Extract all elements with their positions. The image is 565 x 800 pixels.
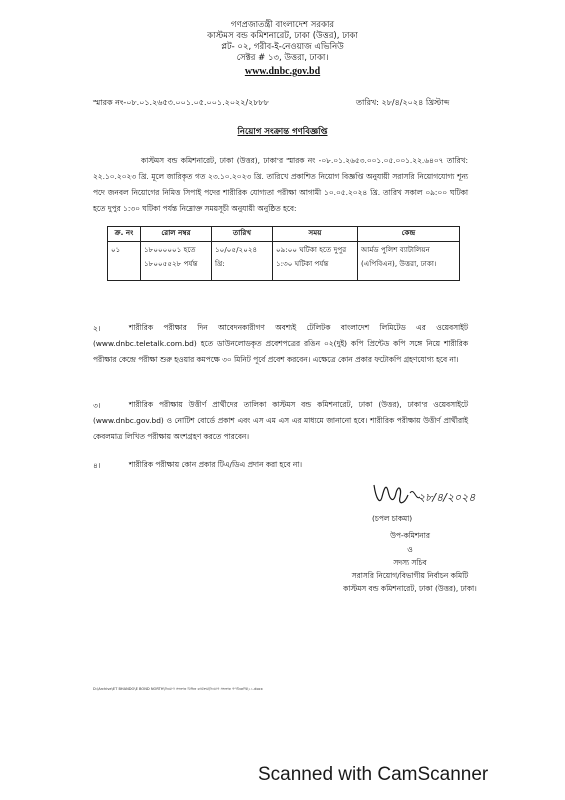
committee-name: সরাসরি নিয়োগ/বিভাগীয় নির্বাচন কমিটি	[351, 571, 469, 580]
table-header-row	[108, 227, 460, 242]
col-roll-header: রোল নম্বর	[141, 227, 212, 242]
item-number: ৪।	[93, 461, 101, 470]
table-row	[108, 242, 460, 281]
cell-date: ১০/০৫/২০২৪ খ্রি:	[212, 242, 273, 281]
office-name: কাস্টমস বন্ড কমিশনারেট, ঢাকা (উত্তর), ঢাকা	[207, 31, 358, 41]
schedule-table	[107, 226, 460, 281]
website-link[interactable]: www.dnbc.gov.bd	[244, 66, 321, 77]
notice-subject: নিয়োগ সংক্রান্ত গণবিজ্ঞপ্তি	[237, 127, 328, 137]
cell-center: আর্মড পুলিশ ব্যাটালিয়ন (এপিবিএন), উত্তরা, ঢাকা।	[358, 242, 460, 281]
signatory-office: কাস্টমস বন্ড কমিশনারেট, ঢাকা (উত্তর), ঢাকা।	[343, 584, 477, 593]
col-time-header: সময়	[273, 227, 358, 242]
scanner-watermark: Scanned with CamScanner	[258, 764, 489, 785]
memo-date: তারিখ: ২৮/৪/২০২৪ খ্রিস্টাব্দ	[356, 98, 450, 107]
office-address-plot: প্লট- ০২, গরীব-ই-নেওয়াজ এভিনিউ	[221, 42, 344, 52]
col-serial-header: ক্র. নং	[108, 227, 141, 242]
signatory-designation: উপ-কমিশনার	[390, 531, 430, 540]
col-date-header: তারিখ	[212, 227, 273, 242]
memo-number: স্মারক নং-০৮.০১.২৬৫৩.০০১.০৫.০০১.২০২২/২৮৮৮	[93, 98, 269, 107]
signature-date: ২৮/৪/২০২৪	[418, 491, 476, 504]
col-center-header: কেন্দ্র	[358, 227, 460, 242]
item-number: ৩।	[93, 401, 101, 410]
signatory-role: সদস্য সচিব	[393, 558, 427, 567]
item-number: ২।	[93, 324, 101, 333]
cell-serial: ০১	[108, 242, 141, 281]
office-address-sector: সেক্টর # ১৩, উত্তরা, ঢাকা।	[236, 53, 329, 63]
signatory-name: (চপল চাকমা)	[372, 514, 413, 523]
cell-roll: ১৮০০০০০১ হতে ১৮০০৫৫২৮ পর্যন্ত	[141, 242, 212, 281]
item-text: শারীরিক পরীক্ষায় উত্তীর্ণ প্রার্থীদের তালিকা কাস্টমস বন্ড কমিশনারেট, ঢাকা (উত্তর), ঢাকা'র ওয়েবসাইটে (www.dnbc.gov.bd) ও নোটিশ বোর্ডে প্রকাশ এবং এস এম এস এর মাধ্যমে জানানো হবে। শারীরিক পরীক্ষায় উত্তীর্ণ প্রার্থীরাই কেবলমাত্র লিখিত পরীক্ষায় অংশগ্রহণ করতে পারবেন।	[93, 400, 468, 441]
handwritten-signature	[370, 475, 480, 513]
item-text: শারীরিক পরীক্ষার দিন আবেদনকারীগণ অবশ্যই টেলিটক বাংলাদেশ লিমিটেড এর ওয়েবসাইট (www.dnbc.teletalk.com.bd) হতে ডাউনলোডকৃত প্রবেশপত্রের রঙিন ০২(দুই) কপি প্রিন্টেড কপি সঙ্গে নিয়ে শারীরিক পরীক্ষার কেন্দ্রে পরীক্ষা শুরু হওয়ার কমপক্ষে ৩০ মিনিট পূর্বে প্রবেশ করবেন। এক্ষেত্রে কোন প্রকার ফটোকপি গ্রহণযোগ্য হবে না।	[93, 323, 468, 364]
item-text: শারীরিক পরীক্ষায় কোন প্রকার টিএ/ডিএ প্রদান করা হবে না।	[129, 460, 303, 469]
intro-paragraph: কাস্টমস বন্ড কমিশনারেট, ঢাকা (উত্তর), ঢাকা'র স্মারক নং -০৮.০১.২৬৫৩.০০১.০৫.০০১.২২.৬৪০৭ তারিখ: ২২.১০.২০২৩ খ্রি. মূলে জারিকৃত গত ২৩.১০.২০২৩ খ্রি. তারিখে প্রকাশিত নিয়োগ বিজ্ঞপ্তি অনুযায়ী সরাসরি নিয়োগযোগ্য শূন্য পদে জনবল নিয়োগের নিমিত্ত সিপাই পদের শারীরিক যোগ্যতা পরীক্ষা আগামী ১০.০৫.২০২৪ খ্রি. তারিখ সকাল ০৯:০০ ঘটিকা হতে দুপুর ১:৩০ ঘটিকা পর্যন্ত নিম্নোক্ত সময়সূচী অনুযায়ী অনুষ্ঠিত হবে:	[93, 156, 468, 213]
govt-title: গণপ্রজাতন্ত্রী বাংলাদেশ সরকার	[230, 20, 335, 30]
cell-time: ০৯:০০ ঘটিকা হতে দুপুর ১:৩০ ঘটিকা পর্যন্ত	[273, 242, 358, 281]
file-path-footer: D:\Archive\ET BHANDO\E BOND NORTH\নিয়োগ সংক্রান্ত বিভিন্ন কার্যক্রম\নিয়োগ সংক্রান্ত গণবিজ্ঞপ্তি\১১.docx	[93, 687, 263, 691]
signatory-and: ও	[407, 545, 413, 554]
